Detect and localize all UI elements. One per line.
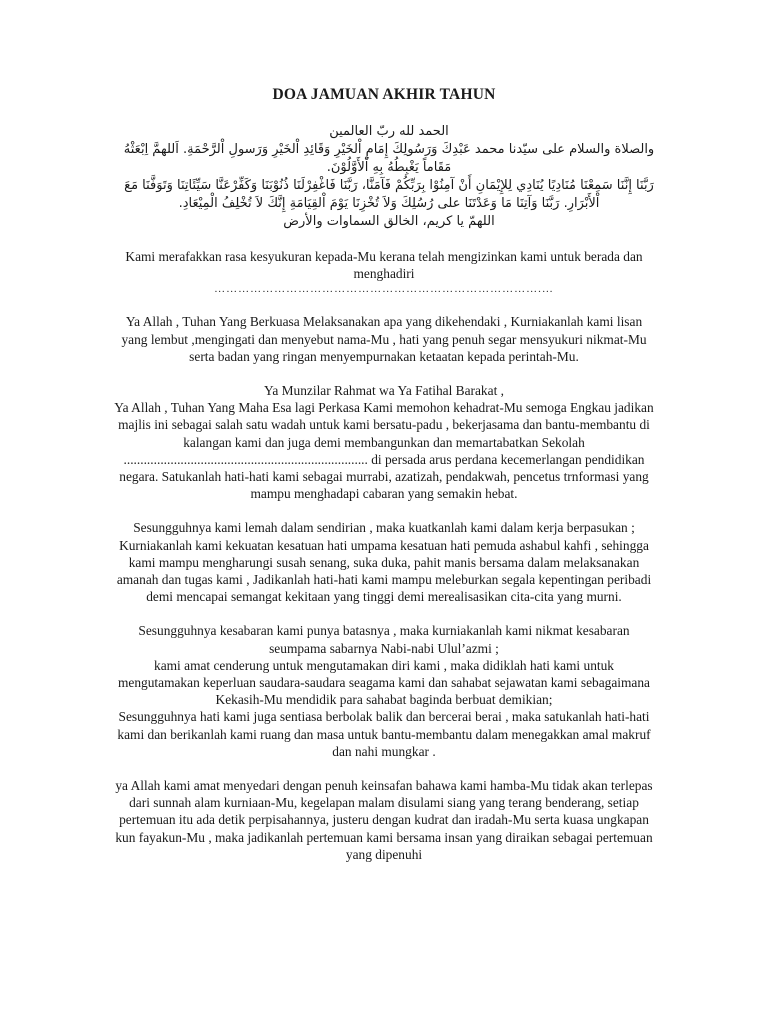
- paragraph-4-line-3: Sesungguhnya hati kami juga sentiasa berbolak balik dan bercerai berai , maka satukanlah hati-hati kami dan berikanlah kami ruang dan masa untuk bantu-membantu dalam menegakkan amal makruf dan nahi mungkar .: [117, 709, 651, 759]
- arabic-prayer-block: [108, 123, 670, 231]
- arabic-line: اللهمّ يا كريم، الخالق السماوات والأرض: [283, 214, 495, 229]
- arabic-line: رَبَّنَا إِنَّنَا سَمِعْنَا مُنَادِيًا يُنَادِي لِلإِيْمَانِ أَنْ آمِنُوْا بِرَبِّكُمْ فَآمَنَّا، رَبَّنَا فَاغْفِرْلَنَا ذُنُوْبَنَا وَكَفِّرْعَنَّا سَيِّئَاتِنَا وَتَوَفَّنَا مَعَ اْلأَبْرَارِ. رَبَّنَا وَآتِنَا مَا وَعَدْتَنَا على رُسُلِكَ وَلاَ تُخْزِنَا يَوْمَ اْلقِيَامَةِ إِنَّكَ لاَ تُخْلِفُ الْمِيْعَادِ.: [124, 178, 654, 211]
- dotted-placeholder: ……………………………………………………………………….…: [214, 283, 554, 296]
- arabic-line: الحمد لله ربّ العالمين: [329, 124, 449, 139]
- prayer-body: [112, 248, 656, 863]
- paragraph-5: ya Allah kami amat menyedari dengan penuh keinsafan bahawa kami hamba-Mu tidak akan terlepas dari sunnah alam kurniaan-Mu, kegelapan malam disulami siang yang terang benderang, setiap pertemuan itu ada detik perpisahannya, justeru dengan kudrat dan iradah-Mu serta kuasa ungkapan kun fayakun-Mu , maka jadikanlah pertemuan kami bersama insan yang diraikan sebagai pertemuan yang dipenuhi: [115, 778, 653, 862]
- arabic-line: والصلاة والسلام على سيّدنا محمد عَبْدِكَ وَرَسُولِكَ إِمَامِ اْلخَيْرِ وَقَائِدِ اْلخَيْرِ وَرَسولِ اْلرَّحْمَةِ. اَللهمَّ اِبْعَثْهُ مَقَاماً يَغْبِطُهُ بِهِ اْلأَوَّلُوْنَ.: [123, 142, 655, 175]
- paragraph-1: Ya Allah , Tuhan Yang Berkuasa Melaksanakan apa yang dikehendaki , Kurniakanlah kami lisan yang lembut ,mengingati dan menyebut nama-Mu , hati yang penuh segar mensyukuri nikmat-Mu serta badan yang ringan menyempurnakan ketaatan kepada perintah-Mu.: [121, 314, 647, 364]
- intro-paragraph: Kami merafakkan rasa kesyukuran kepada-Mu kerana telah mengizinkan kami untuk berada dan menghadiri: [125, 249, 643, 282]
- paragraph-2-heading: Ya Munzilar Rahmat wa Ya Fatihal Barakat ,: [263, 383, 504, 399]
- document-title: DOA JAMUAN AKHIR TAHUN: [272, 86, 496, 103]
- paragraph-3: Sesungguhnya kami lemah dalam sendirian , maka kuatkanlah kami dalam kerja berpasukan ; Kurniakanlah kami kekuatan kesatuan hati umpama kesatuan hati pemuda ashabul kahfi , sehingga kami mampu mengharungi susah senang, suka duka, pahit manis bersama dalam melaksanakan amanah dan tugas kami , Jadikanlah hati-hati kami mampu meleburkan segala kepentingan peribadi demi mencapai semangat kekitaan yang tinggi demi merealisasikan cita-cita yang murni.: [116, 520, 652, 605]
- paragraph-2: Ya Allah , Tuhan Yang Maha Esa lagi Perkasa Kami memohon kehadrat-Mu semoga Engkau jadikan majlis ini sebagai salah satu wadah untuk kami bersatu-padu , bekerjasama dan bantu-membantu di kalangan kami dan juga demi membangunkan dan memartabatkan Sekolah ......................................................................... di persada arus perdana kecemerlangan pendidikan negara. Satukanlah hati-hati kami sebagai murrabi, azatizah, pendakwah, pencetus trnformasi yang mampu menghadapi cabaran yang semakin hebat.: [114, 400, 654, 502]
- paragraph-4-line-2: kami amat cenderung untuk mengutamakan diri kami , maka didiklah hati kami untuk mengutamakan keperluan saudara-saudara seagama kami dan sahabat sejawatan kami sebagaimana Kekasih-Mu mendidik para sahabat baginda berbuat demikian;: [117, 657, 651, 708]
- paragraph-4-line-1: Sesungguhnya kesabaran kami punya batasnya , maka kurniakanlah kami nikmat kesabaran seumpama sabarnya Nabi-nabi Ulul’azmi ;: [138, 623, 630, 656]
